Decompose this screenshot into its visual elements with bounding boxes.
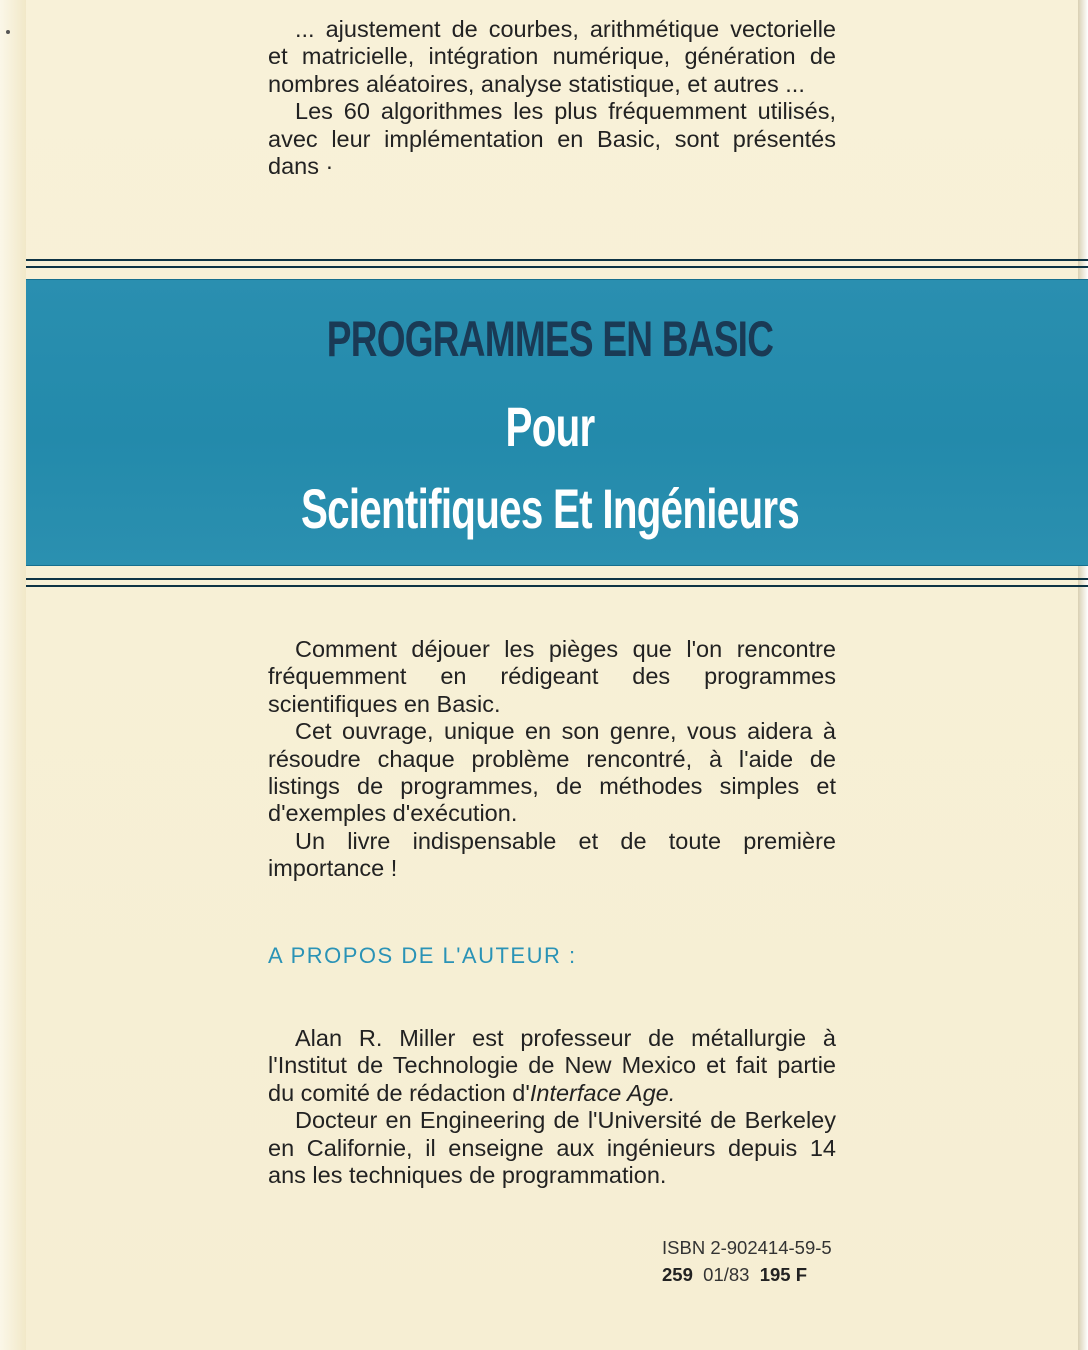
author-heading: A PROPOS DE L'AUTEUR : xyxy=(268,943,577,968)
description-paragraph-3: Un livre indispensable et de toute première importance ! xyxy=(268,827,836,882)
author-text xyxy=(268,1025,836,1189)
intro-paragraph-1: ... ajustement de courbes, arithmétique vectorielle et matricielle, intégration numérique, génération de nombres aléatoires, analyse statistique, et autres ... xyxy=(268,16,836,97)
description-paragraph-2: Cet ouvrage, unique en son genre, vous aidera à résoudre chaque problème rencontré, à l'aide de listings de programmes, de méthodes simples et d'exemples d'exécution. xyxy=(268,718,836,827)
bottom-rule-inner xyxy=(26,578,1088,580)
description-text xyxy=(268,636,836,883)
catalog-code: 259 xyxy=(662,1264,693,1285)
top-rule-outer xyxy=(26,259,1088,261)
book-title: PROGRAMMES EN BASIC xyxy=(326,311,774,367)
isbn-number: ISBN 2-902414-59-5 xyxy=(662,1237,832,1258)
book-subtitle-audience: Scientifiques Et Ingénieurs xyxy=(300,477,800,540)
cover-left-edge xyxy=(0,0,26,1350)
author-paragraph-2: Docteur en Engineering de l'Université de Berkeley en Californie, il enseigne aux ingénieurs depuis 14 ans les techniques de programmation. xyxy=(268,1107,836,1189)
description-paragraph-1: Comment déjouer les pièges que l'on rencontre fréquemment en rédigeant des programmes scientifiques en Basic. xyxy=(268,636,836,717)
book-subtitle-pour: Pour xyxy=(505,395,595,458)
top-rule-inner xyxy=(26,266,1088,268)
print-date: 01/83 xyxy=(703,1264,750,1285)
intro-paragraph-2: Les 60 algorithmes les plus fréquemment utilisés, avec leur implémentation en Basic, sont présentés dans · xyxy=(268,98,836,180)
price: 195 F xyxy=(759,1264,808,1285)
price-line xyxy=(662,1264,807,1286)
magazine-title: Interface Age. xyxy=(529,1079,676,1106)
author-paragraph-1 xyxy=(268,1025,836,1107)
bottom-rule-outer xyxy=(26,585,1088,587)
print-speck xyxy=(6,30,10,34)
intro-text xyxy=(268,16,836,180)
cover-right-edge xyxy=(1078,0,1088,1350)
author-bio-text: Alan R. Miller est professeur de métallurgie à l'Institut de Technologie de New Mexico et fait partie du comité de rédaction d' xyxy=(268,1025,836,1106)
